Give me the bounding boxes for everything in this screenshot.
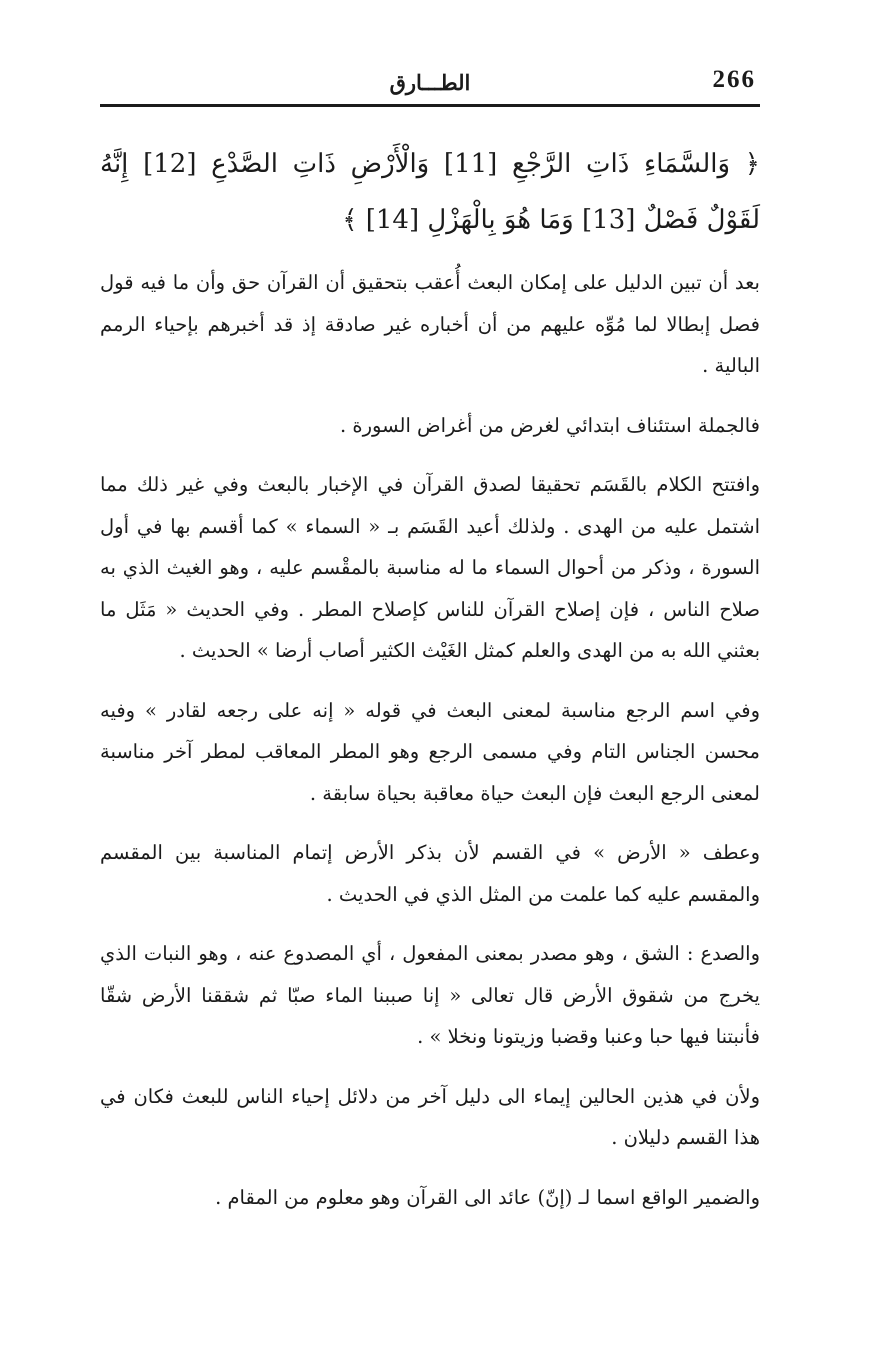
paragraph-1: بعد أن تبين الدليل على إمكان البعث أُعقب بتحقيق أن القرآن حق وأن ما فيه قول فصل إبطالا لما مُوِّه عليهم من أن أخباره غير صادقة إذ قد أخبرهم بإحياء الرمم البالية . <box>100 271 760 377</box>
paragraph-5: وعطف « الأرض » في القسم لأن بذكر الأرض إتمام المناسبة بين المقسم والمقسم عليه كما علمت من المثل الذي في الحديث . <box>100 841 760 906</box>
paragraph-2: فالجملة استئناف ابتدائي لغرض من أغراض السورة . <box>340 413 760 437</box>
paragraph-4: وفي اسم الرجع مناسبة لمعنى البعث في قوله « إنه على رجعه لقادر » وفيه محسن الجناس التام وفي مسمى الرجع وهو المطر المعاقب لمطر آخر مناسبة لمعنى الرجع البعث فإن البعث حياة معاقبة بحياة سابقة . <box>100 698 760 805</box>
running-title: الطـــارق <box>389 70 471 95</box>
page-header <box>100 58 760 98</box>
page-number: 266 <box>712 66 756 93</box>
paragraph-6: والصدع : الشق ، وهو مصدر بمعنى المفعول ، أي المصدوع عنه ، وهو النبات الذي يخرج من شقوق الأرض قال تعالى « إنا صببنا الماء صبّا ثم شققنا الأرض شقّا فأنبتنا فيها حبا وعنبا وقضبا وزيتونا ونخلا » . <box>100 942 760 1048</box>
paragraph-8: والضمير الواقع اسما لـ (إنّ) عائد الى القرآن وهو معلوم من المقام . <box>215 1185 760 1209</box>
quran-verse: ﴿ وَالسَّمَاءِ ذَاتِ الرَّجْعِ [11] وَالْأَرْضِ ذَاتِ الصَّدْعِ [12] إِنَّهُ لَقَوْلٌ فَصْلٌ [13] وَمَا هُوَ بِالْهَزْلِ [14] ﴾ <box>100 149 760 235</box>
paragraph-3: وافتتح الكلام بالقَسَم تحقيقا لصدق القرآن في الإخبار بالبعث وفي غير ذلك مما اشتمل عليه من الهدى . ولذلك أعيد القَسَم بـ « السماء » كما أقسم بها في أول السورة ، وذكر من أحوال السماء ما له مناسبة بالمقْسم عليه ، وهو الغيث الذي به صلاح الناس ، فإن إصلاح القرآن للناس كإصلاح المطر . وفي الحديث « مَثَل ما بعثني الله به من الهدى والعلم كمثل الغَيْث الكثير أصاب أرضا » الحديث . <box>100 473 760 662</box>
commentary-body <box>100 262 760 1236</box>
paragraph-7: ولأن في هذين الحالين إيماء الى دليل آخر من دلائل إحياء الناس للبعث فكان في هذا القسم دليلان . <box>100 1084 760 1149</box>
header-rule <box>100 104 760 107</box>
